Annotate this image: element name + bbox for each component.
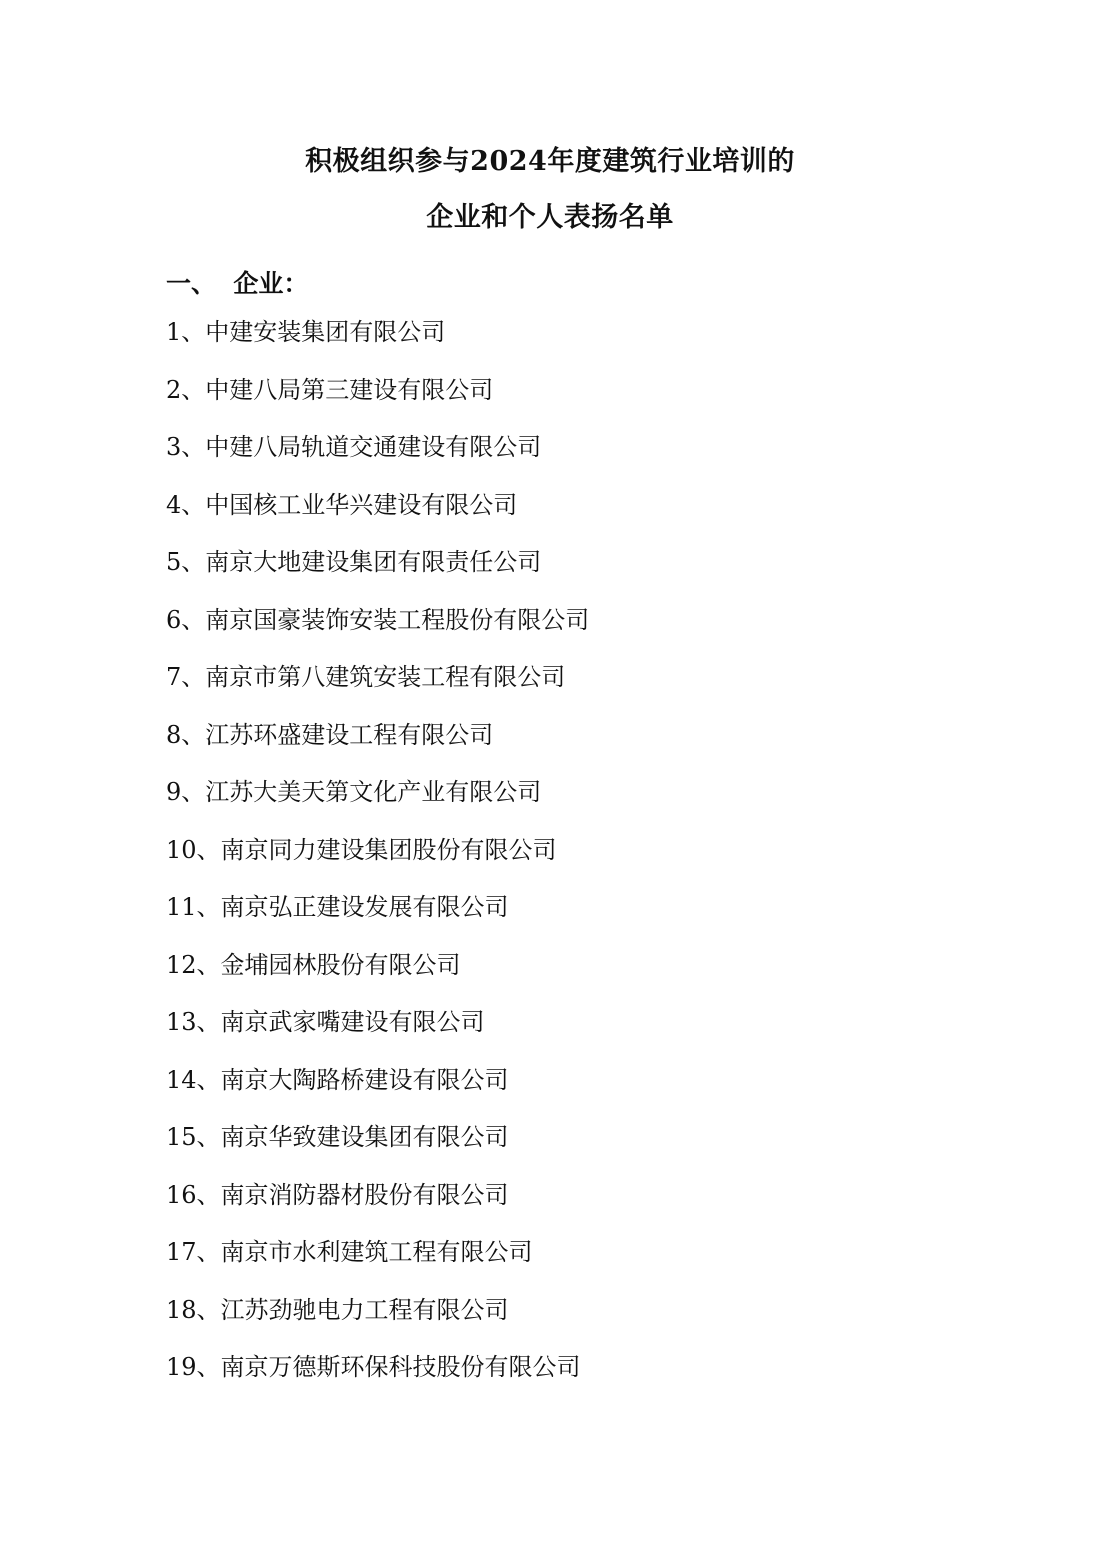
company-item-8: 8、江苏环盛建设工程有限公司 [166, 720, 494, 749]
company-item-4: 4、中国核工业华兴建设有限公司 [166, 490, 518, 519]
company-item-18: 18、江苏劲驰电力工程有限公司 [166, 1295, 509, 1324]
company-item-9: 9、江苏大美天第文化产业有限公司 [166, 778, 542, 806]
company-item-5: 5、南京大地建设集团有限责任公司 [166, 548, 542, 576]
company-item-16: 16、南京消防器材股份有限公司 [166, 1180, 509, 1209]
company-item-13: 13、南京武家嘴建设有限公司 [166, 1008, 485, 1036]
company-item-2: 2、中建八局第三建设有限公司 [166, 375, 494, 404]
company-item-1: 1、中建安装集团有限公司 [166, 318, 446, 346]
document-title-line1: 积极组织参与2024年度建筑行业培训的 [305, 146, 795, 177]
section-heading-enterprises: 一、 企业： [166, 269, 309, 298]
company-item-15: 15、南京华致建设集团有限公司 [166, 1123, 509, 1151]
company-list [166, 316, 589, 1409]
company-item-12: 12、金埔园林股份有限公司 [166, 950, 461, 979]
company-item-14: 14、南京大陶路桥建设有限公司 [166, 1065, 509, 1094]
document-title-line2: 企业和个人表扬名单 [426, 202, 674, 233]
company-item-19: 19、南京万德斯环保科技股份有限公司 [166, 1353, 581, 1381]
company-item-6: 6、南京国豪装饰安装工程股份有限公司 [166, 605, 590, 634]
company-item-3: 3、中建八局轨道交通建设有限公司 [166, 433, 542, 461]
company-item-11: 11、南京弘正建设发展有限公司 [166, 893, 509, 921]
company-item-7: 7、南京市第八建筑安装工程有限公司 [166, 663, 566, 691]
company-item-17: 17、南京市水利建筑工程有限公司 [166, 1238, 533, 1266]
company-item-10: 10、南京同力建设集团股份有限公司 [166, 835, 557, 864]
